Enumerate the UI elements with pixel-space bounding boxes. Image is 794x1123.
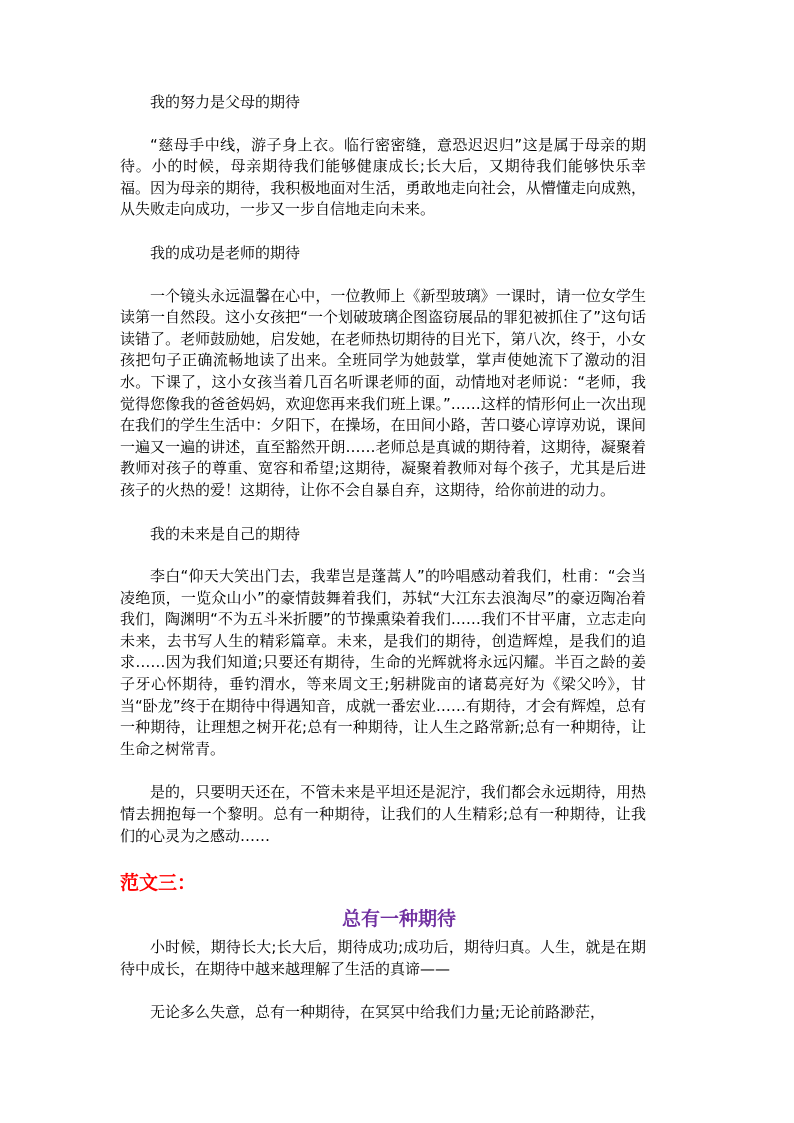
paragraph-parent: “慈母手中线，游子身上衣。临行密密缝，意恐迟迟归”这是属于母亲的期待。小的时候，母亲期待我们能够健康成长;长大后，又期待我们能够快乐幸福。因为母亲的期待，我积极地面对生活，勇敢地走向社会，从懵懂走向成熟，从失败走向成功，一步又一步自信地走向未来。 [120, 135, 646, 219]
paragraph-last: 无论多么失意，总有一种期待，在冥冥中给我们力量;无论前路渺茫， [150, 1003, 606, 1022]
subheading-self: 我的未来是自己的期待 [150, 524, 301, 543]
paragraph-self: 李白“仰天大笑出门去，我辈岂是蓬蒿人”的吟唱感动着我们，杜甫：“会当凌绝顶，一览众山小”的豪情鼓舞着我们，苏轼“大江东去浪淘尽”的豪迈陶冶着我们，陶渊明“不为五斗米折腰”的节操熏染着我们……我们不甘平庸，立志走向未来，去书写人生的精彩篇章。未来，是我们的期待，创造辉煌，是我们的追求……因为我们知道;只要还有期待，生命的光辉就将永远闪耀。半百之龄的姜子牙心怀期待，垂钓渭水，等来周文王;躬耕陇亩的诸葛亮好为《梁父吟》，甘当“卧龙”终于在期待中得遇知音，成就一番宏业……有期待，才会有辉煌，总有一种期待，让理想之树开花;总有一种期待，让人生之路常新;总有一种期待，让生命之树常青。 [120, 567, 646, 758]
subheading-parent: 我的努力是父母的期待 [150, 93, 301, 111]
paragraph-intro: 小时候，期待长大;长大后，期待成功;成功后，期待归真。人生，就是在期待中成长，在期待中越来越理解了生活的真谛—— [120, 938, 646, 978]
section-label: 范文三： [120, 872, 197, 895]
essay-title: 总有一种期待 [341, 908, 456, 931]
subheading-teacher: 我的成功是老师的期待 [150, 243, 301, 262]
paragraph-conclusion: 是的，只要明天还在，不管未来是平坦还是泥泞，我们都会永远期待，用热情去拥抱每一个黎明。总有一种期待，让我们的人生精彩;总有一种期待，让我们的心灵为之感动…… [120, 783, 646, 845]
document-content [120, 92, 646, 1046]
paragraph-teacher: 一个镜头永远温馨在心中，一位教师上《新型玻璃》一课时，请一位女学生读第一自然段。这小女孩把“一个划破玻璃企图盗窃展品的罪犯被抓住了”这句话读错了。老师鼓励她，启发她，在老师热切期待的目光下，第八次，终于，小女孩把句子正确流畅地读了出来。全班同学为她鼓掌，掌声使她流下了激动的泪水。下课了，这小女孩当着几百名听课老师的面，动情地对老师说：“老师，我觉得您像我的爸爸妈妈，欢迎您再来我们班上课。”……这样的情形何止一次出现在我们的学生生活中：夕阳下，在操场，在田间小路，苦口婆心谆谆劝说，课间一遍又一遍的讲述，直至豁然开朗……老师总是真诚的期待着，这期待，凝聚着教师对孩子的尊重、宽容和希望;这期待，凝聚着教师对每个孩子，尤其是后进孩子的火热的爱！这期待，让你不会自暴自弃，这期待，给你前进的动力。 [120, 286, 646, 499]
